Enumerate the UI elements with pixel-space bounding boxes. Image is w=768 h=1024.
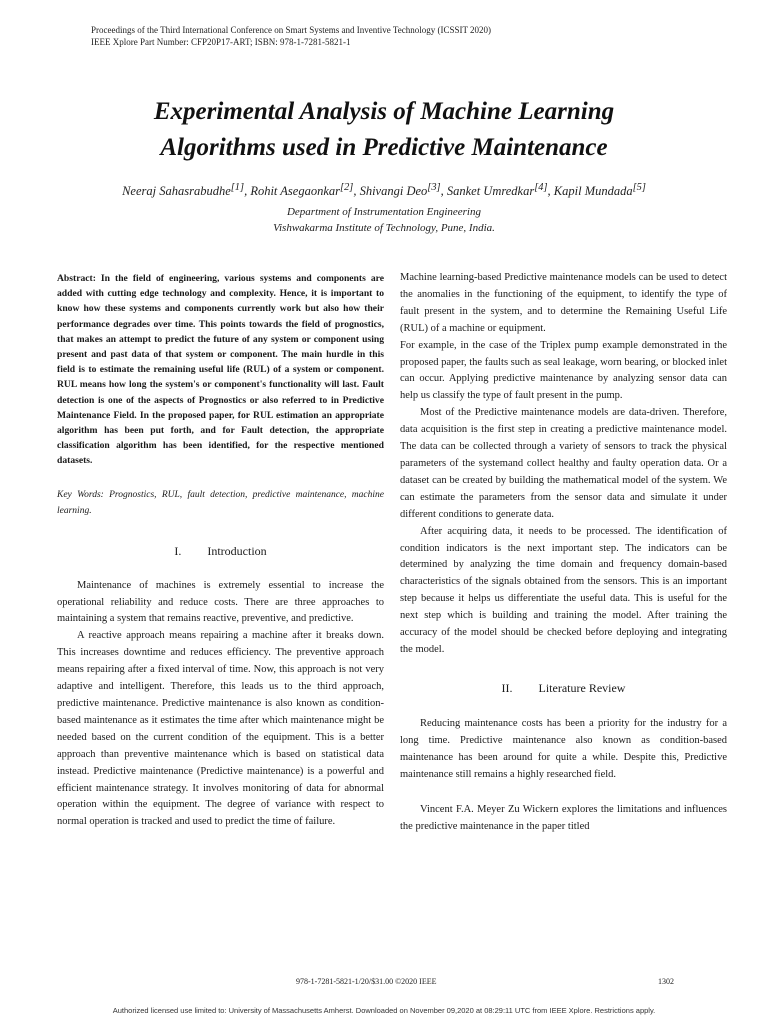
header-line-isbn: IEEE Xplore Part Number: CFP20P17-ART; ISBN: 978-1-7281-5821-1 bbox=[91, 37, 351, 47]
header-line-proceedings: Proceedings of the Third International Conference on Smart Systems and Inventive Technology (ICSSIT 2020) bbox=[91, 25, 492, 35]
author-mark: [2] bbox=[340, 182, 354, 193]
conference-header bbox=[91, 24, 491, 48]
keywords-label: Key Words bbox=[57, 489, 101, 500]
affiliation-institute: Vishwakarma Institute of Technology, Pune, India. bbox=[273, 222, 495, 234]
author-mark: [3] bbox=[427, 182, 441, 193]
author-mark: [4] bbox=[534, 182, 548, 193]
footer-copyright: 978-1-7281-5821-1/20/$31.00 ©2020 IEEE bbox=[296, 977, 437, 986]
page-number: 1302 bbox=[658, 977, 674, 986]
paragraph: For example, in the case of the Triplex pump example demonstrated in the proposed paper, the faults such as seal leakage, worn bearing, or blocked inlet can occur. Applying predictive maintenance by analyzing sensor data can help us classify the type of fault present in the pump. bbox=[400, 339, 728, 402]
keywords-text: : Prognostics, RUL, fault detection, predictive maintenance, machine learning. bbox=[57, 489, 384, 516]
section-title: Literature Review bbox=[538, 680, 626, 695]
section-heading-introduction bbox=[57, 543, 384, 559]
author-name: Shivangi Deo bbox=[359, 184, 428, 199]
section-heading-literature-review bbox=[400, 680, 727, 696]
author-mark: [5] bbox=[632, 182, 646, 193]
paragraph: Vincent F.A. Meyer Zu Wickern explores the limitations and influences the predictive maintenance in the paper titled bbox=[400, 804, 727, 833]
right-column bbox=[400, 270, 727, 836]
author-list: Neeraj Sahasrabudhe[1], Rohit Asegaonkar[2], Shivangi Deo[3], Sanket Umredkar[4], Kapil Mundada[5] bbox=[122, 182, 646, 199]
title-line-2: Algorithms used in Predictive Maintenance bbox=[160, 134, 608, 161]
title-line-1: Experimental Analysis of Machine Learning bbox=[153, 98, 615, 125]
paragraph: After acquiring data, it needs to be processed. The identification of condition indicators is the next important step. The indicators can be determined by analyzing the time domain and frequency domain-based characteristics of the signals obtained from the sensors. This is an important step because it helps us differentiate the useful data. This is useful for the next step which is building and training the model. After training the accuracy of the model should be checked before deploying and integrating the model. bbox=[400, 525, 727, 655]
paragraph: Reducing maintenance costs has been a priority for the industry for a long time. Predictive maintenance also known as condition-based maintenance has been around for quite a while. Despite this, Predictive maintenance still remains a highly researched field. bbox=[400, 717, 727, 780]
author-mark: [1] bbox=[230, 182, 245, 193]
section-number: II. bbox=[501, 680, 513, 695]
section-title: Introduction bbox=[207, 543, 267, 558]
abstract: Abstract: In the field of engineering, various systems and components are added with cutting edge technology and complexity. Hence, it is important to know how these systems and components currently work but also how their performance degrades over time. This points towards the field of prognostics, that makes an attempt to predict the future of any system or component using present and past data of that system or component. The main hurdle in this field is to estimate the remaining useful life (RUL) of a system or component. RUL means how long the system's or component's functionality will last. Fault detection is one of the aspects of Prognostics or also referred to in Predictive Maintenance Field. In the proposed paper, for RUL estimation an appropriate algorithm has been put forth, and for Fault detection, the appropriate classification algorithm has been identified, for the respective mentioned datasets. bbox=[57, 273, 384, 467]
paragraph: Machine learning-based Predictive maintenance models can be used to detect the anomalies in the functioning of the equipment, to identify the type of fault present in the system, and to determine the Remaining Useful Life (RUL) of a machine or equipment. bbox=[400, 272, 727, 334]
left-column bbox=[57, 271, 384, 831]
affiliation-department: Department of Instrumentation Engineering bbox=[286, 206, 481, 218]
author-name: Sanket Umredkar bbox=[446, 184, 535, 199]
license-notice: Authorized licensed use limited to: University of Massachusetts Amherst. Downloaded on November 09,2020 at 08:29:11 UTC from IEEE Xplore. Restrictions apply. bbox=[112, 1006, 656, 1015]
paragraph: Maintenance of machines is extremely essential to increase the operational reliability and reduce costs. There are three approaches to maintaining a system that remains reactive, preventive, and predictive. bbox=[57, 579, 384, 625]
author-name: Rohit Asegaonkar bbox=[250, 184, 341, 199]
paper-title bbox=[40, 94, 728, 166]
author-name: Kapil Mundada bbox=[553, 184, 633, 199]
section-number: I. bbox=[174, 543, 182, 558]
paragraph: A reactive approach means repairing a machine after it breaks down. This increases downtime and reduces efficiency. The preventive approach means repairing after a fixed interval of time. Now, this approach is not very adaptive and intelligent. Therefore, this leads us to the third approach, predictive maintenance. Predictive maintenance is also known as condition-based maintenance as it estimates the time after which maintenance might be needed based on the current condition of the equipment. This is a better approach than preventive maintenance which is based on statistical data instead. Predictive maintenance (Predictive maintenance) is a powerful and efficient maintenance strategy. It involves monitoring of data for abnormal operation within the equipment. The degree of variance with respect to normal operation is tracked and used to predict the time of failure. bbox=[57, 630, 384, 828]
author-name: Neeraj Sahasrabudhe bbox=[122, 184, 231, 199]
paragraph: Most of the Predictive maintenance models are data-driven. Therefore, data acquisition is the first step in creating a predictive maintenance model. The data can be collected through a variety of sensors to track the physical parameters of the systemand collect healthy and faulty operation data. Or a dataset can be created by building the mathematical model of the system. We can estimate the parameters from the sensor data and simulate it under different conditions to generate data. bbox=[400, 407, 727, 520]
keywords bbox=[57, 487, 384, 519]
